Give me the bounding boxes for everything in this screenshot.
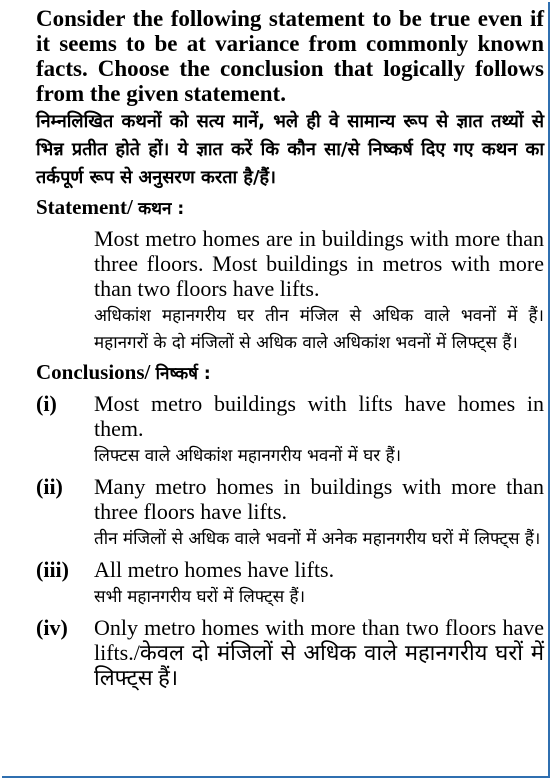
conclusion-text-english: Many metro homes in buildings with more than three floors have lifts. [94, 474, 544, 524]
statement-heading-english: Statement/ [36, 195, 133, 219]
conclusion-text-hindi: लिफ्टस वाले अधिकांश महानगरीय भवनों में घर हैं। [94, 446, 402, 466]
conclusions-heading-english: Conclusions/ [36, 360, 151, 384]
conclusions-list [36, 391, 544, 690]
conclusion-item [36, 615, 544, 690]
conclusion-text-hindi: सभी महानगरीय घरों में लिफ्ट्स हैं। [94, 587, 306, 607]
conclusions-heading [36, 359, 544, 387]
statement-heading [36, 194, 544, 222]
conclusion-number: (iv) [36, 615, 68, 640]
conclusions-heading-hindi: निष्कर्ष : [155, 364, 211, 384]
question-document [36, 6, 544, 690]
question-text-hindi: निम्नलिखित कथनों को सत्य मानें, भले ही वे सामान्य रूप से ज्ञात तथ्यों से भिन्न प्रतीत होते हों। ये ज्ञात करें कि कौन सा/से निष्कर्ष दिए गए कथन का तर्कपूर्ण रूप से अनुसरण करता है/हैं। [36, 111, 544, 188]
conclusion-text-english: Most metro buildings with lifts have homes in them. [94, 391, 544, 441]
conclusion-body [94, 615, 544, 690]
conclusion-item [36, 474, 544, 553]
conclusion-text-english: Only metro homes with more than two floors have lifts./केवल दो मंजिलों से अधिक वाले महानगरीय घरों में लिफ्ट्स हैं। [94, 615, 544, 690]
conclusion-body [94, 474, 544, 553]
statement-body [94, 226, 544, 357]
conclusion-number: (ii) [36, 474, 63, 499]
conclusion-body [94, 557, 544, 611]
conclusion-number: (iii) [36, 557, 69, 582]
conclusion-text-hindi: तीन मंजिलों से अधिक वाले भवनों में अनेक महानगरीय घरों में लिफ्ट्स हैं। [94, 529, 541, 549]
statement-heading-hindi: कथन : [138, 199, 185, 219]
statement-text-english: Most metro homes are in buildings with more than three floors. Most buildings in metros with more than two floors have lifts. [94, 226, 544, 301]
conclusion-number: (i) [36, 391, 57, 416]
conclusion-item [36, 391, 544, 470]
question-text-english: Consider the following statement to be true even if it seems to be at variance from commonly known facts. Choose the conclusion that logically follows from the given statement. [36, 6, 544, 106]
conclusion-body [94, 391, 544, 470]
conclusion-item [36, 557, 544, 611]
statement-text-hindi: अधिकांश महानगरीय घर तीन मंजिल से अधिक वाले भवनों में हैं। महानगरों के दो मंजिलों से अधिक वाले अधिकांश भवनों में लिफ्ट्स हैं। [94, 306, 544, 353]
conclusion-text-english: All metro homes have lifts. [94, 557, 335, 582]
